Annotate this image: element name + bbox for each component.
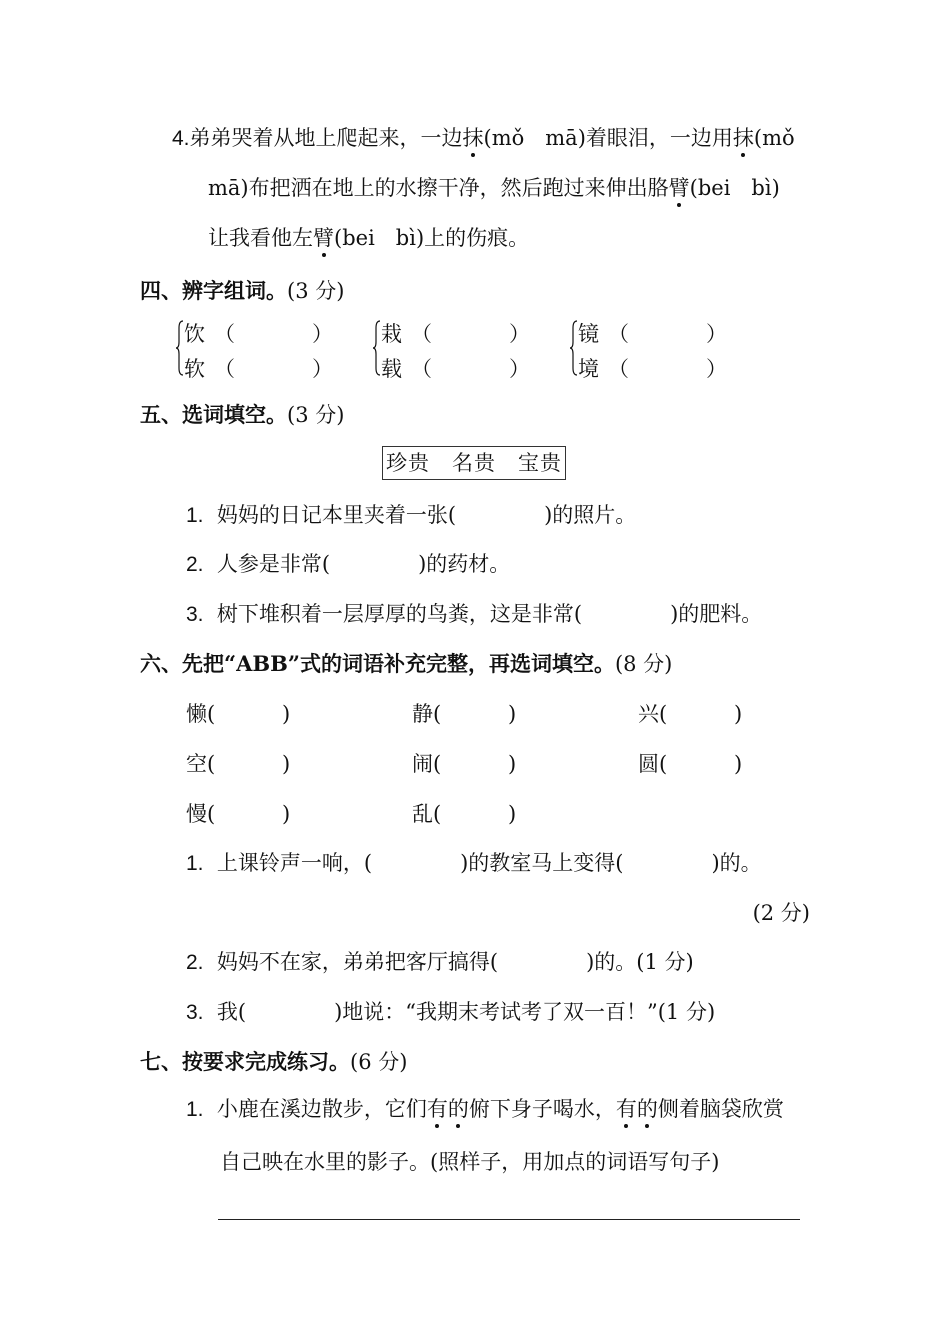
section6-heading: 六、先把“ABB”式的词语补充完整，再选词填空。(8 分)	[140, 651, 673, 676]
abb-blank: 懒( )	[186, 702, 291, 726]
section5-heading: 五、选词填空。(3 分)	[140, 402, 345, 427]
section6-item-3: 3. 我( )地说：“我期末考试考了双一百！”(1 分)	[186, 1000, 716, 1024]
section4-heading: 四、辨字组词。(3 分)	[140, 278, 345, 303]
item-number: 1.	[186, 504, 204, 527]
dotted-char: 有	[426, 1097, 448, 1121]
item-number: 3.	[186, 1001, 204, 1024]
item-number: 3.	[186, 603, 204, 626]
dotted-char: 有	[615, 1097, 637, 1121]
q3-item4-line1: 4.弟弟哭着从地上爬起来，一边抹(mǒ mā)着眼泪，一边用抹(mǒ	[172, 126, 795, 150]
abb-blank: 静( )	[412, 702, 517, 726]
brace-icon	[176, 320, 184, 376]
item-number: 1.	[186, 1098, 204, 1121]
answer-line[interactable]	[218, 1219, 800, 1220]
section6-item-2: 2. 妈妈不在家，弟弟把客厅搞得( )的。(1 分)	[186, 950, 694, 974]
section5-item-2: 2. 人参是非常( )的药材。	[186, 552, 511, 576]
section5-item-3: 3. 树下堆积着一层厚厚的鸟粪，这是非常( )的肥料。	[186, 602, 763, 626]
section6-item-1-score: (2 分)	[752, 901, 810, 925]
abb-blank: 慢( )	[186, 802, 291, 826]
dotted-char: 的	[447, 1097, 469, 1121]
dotted-char: 抹	[732, 126, 754, 150]
section6-item-1: 1. 上课铃声一响，( )的教室马上变得( )的。	[186, 851, 762, 875]
section7-item-1-line2: 自己映在水里的影子。(照样子，用加点的词语写句子)	[220, 1150, 720, 1174]
abb-blank: 兴( )	[638, 702, 743, 726]
item-number: 1.	[186, 852, 204, 875]
dotted-char: 抹	[462, 126, 484, 150]
q3-item4-line3: 让我看他左臂(bei bì)上的伤痕。	[208, 226, 530, 250]
abb-blank: 乱( )	[412, 802, 517, 826]
section7-heading: 七、按要求完成练习。(6 分)	[140, 1049, 408, 1074]
abb-blank: 闹( )	[412, 752, 517, 776]
q3-item4-line2: mā)布把洒在地上的水擦干净，然后跑过来伸出胳臂(bei bì)	[208, 176, 780, 200]
item-number: 2.	[186, 553, 204, 576]
dotted-char: 臂	[313, 226, 334, 250]
abb-blank: 空( )	[186, 752, 291, 776]
dotted-char: 臂	[668, 176, 690, 200]
item-number: 4.	[172, 127, 190, 150]
brace-icon	[570, 320, 578, 376]
section7-item-1-line1: 1. 小鹿在溪边散步，它们有的俯下身子喝水，有的侧着脑袋欣赏	[186, 1097, 784, 1121]
section5-item-1: 1. 妈妈的日记本里夹着一张( )的照片。	[186, 503, 637, 527]
word-bank-box: 珍贵 名贵 宝贵	[382, 446, 566, 480]
dotted-char: 的	[636, 1097, 658, 1121]
brace-icon	[373, 320, 381, 376]
abb-blank: 圆( )	[638, 752, 743, 776]
item-number: 2.	[186, 951, 204, 974]
